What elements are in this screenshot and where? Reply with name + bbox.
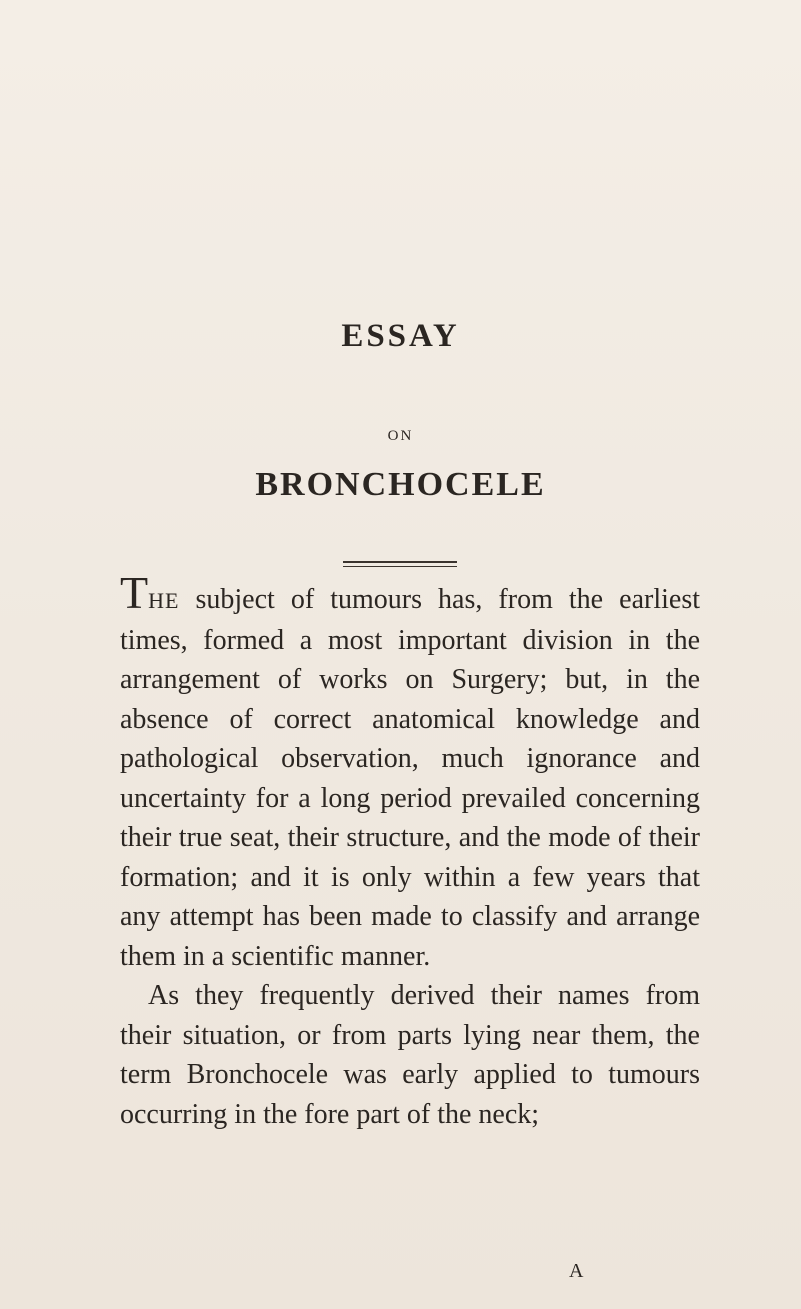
paragraph-1-text: subject of tumours has, from the earliest times, formed a most important division in the arrangement of works on Surgery; but, in the absence of correct anatomical knowledge and pathological observation, much ignorance and uncertainty for a long period prevailed concerning their true seat, their structure, and the mode of their formation; and it is only within a few years that any attempt has been made to classify and arrange them in a scientific manner. [120,584,700,972]
paragraph-2: As they frequently derived their names from their situation, or from parts lying near them, the term Bronchocele was early applied to tumours occurring in the fore part of the neck; [120,980,700,1130]
ornamental-rule-bottom [343,566,457,567]
body-text [120,567,700,1134]
ornamental-rule-top [343,561,457,563]
essay-subject: BRONCHOCELE [255,466,546,503]
small-caps-lead: HE [148,588,180,613]
paragraph-1 [120,567,700,976]
drop-capital: T [120,567,149,618]
essay-title: ESSAY [341,318,460,354]
signature-mark: A [569,1260,584,1282]
title-connector: ON [387,428,414,444]
